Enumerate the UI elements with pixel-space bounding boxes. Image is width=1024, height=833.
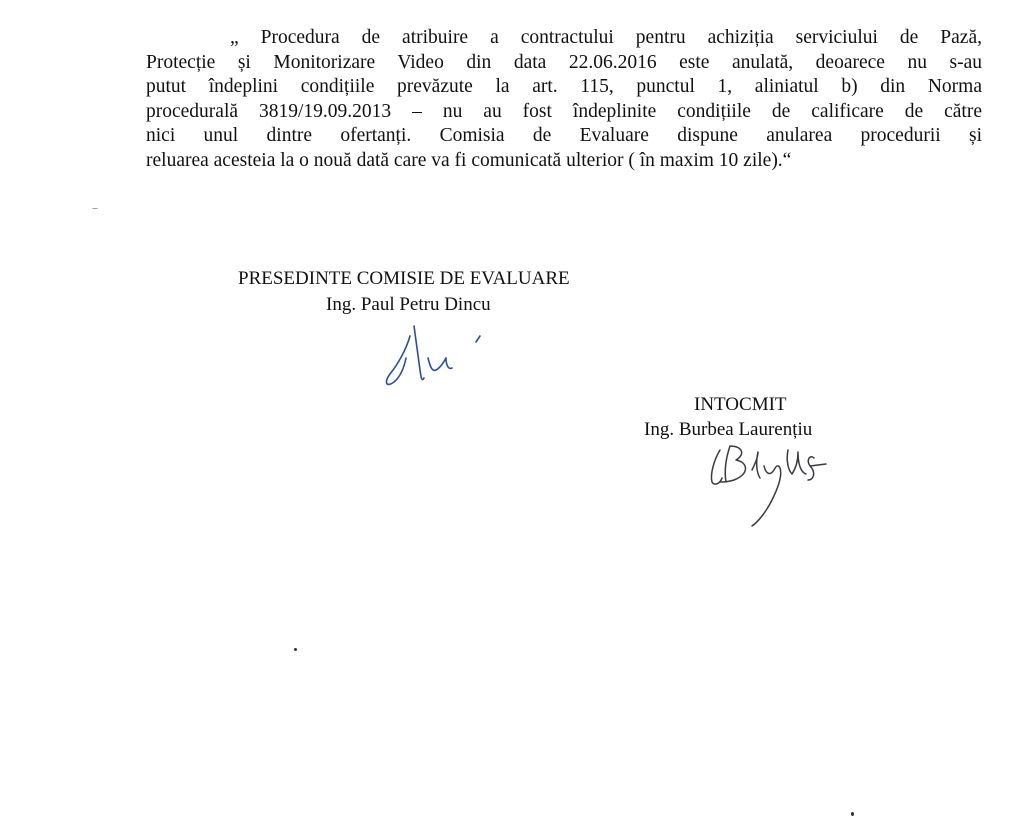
paragraph-line-2: Protecție și Monitorizare Video din data 22.06.2016 este anulată, deoarece nu s-au xyxy=(146,51,982,73)
paragraph-line-5: nici unul dintre ofertanți. Comisia de Evaluare dispune anularea procedurii și xyxy=(146,125,982,146)
paragraph-line-3: putut îndeplini condițiile prevăzute la art. 115, punctul 1, aliniatul b) din Norma xyxy=(146,76,982,97)
scan-speck xyxy=(92,208,98,209)
decision-paragraph xyxy=(146,26,982,173)
president-name: Ing. Paul Petru Dincu xyxy=(326,294,491,315)
paragraph-line-1: „ Procedura de atribuire a contractului pentru achiziția serviciului de Pază, xyxy=(230,27,982,48)
paragraph-line-4: procedurală 3819/19.09.2013 – nu au fost îndeplinite condițiile de calificare de către xyxy=(146,100,982,122)
author-signature xyxy=(706,440,846,530)
president-signature xyxy=(380,322,500,402)
scan-speck xyxy=(294,648,297,651)
author-title: INTOCMIT xyxy=(694,394,787,415)
president-title: PRESEDINTE COMISIE DE EVALUARE xyxy=(238,268,570,289)
paragraph-line-6: reluarea acesteia la o nouă dată care va fi comunicată ulterior ( în maxim 10 zile).“ xyxy=(146,149,792,171)
author-name: Ing. Burbea Laurențiu xyxy=(644,419,813,440)
scan-speck xyxy=(851,812,854,816)
